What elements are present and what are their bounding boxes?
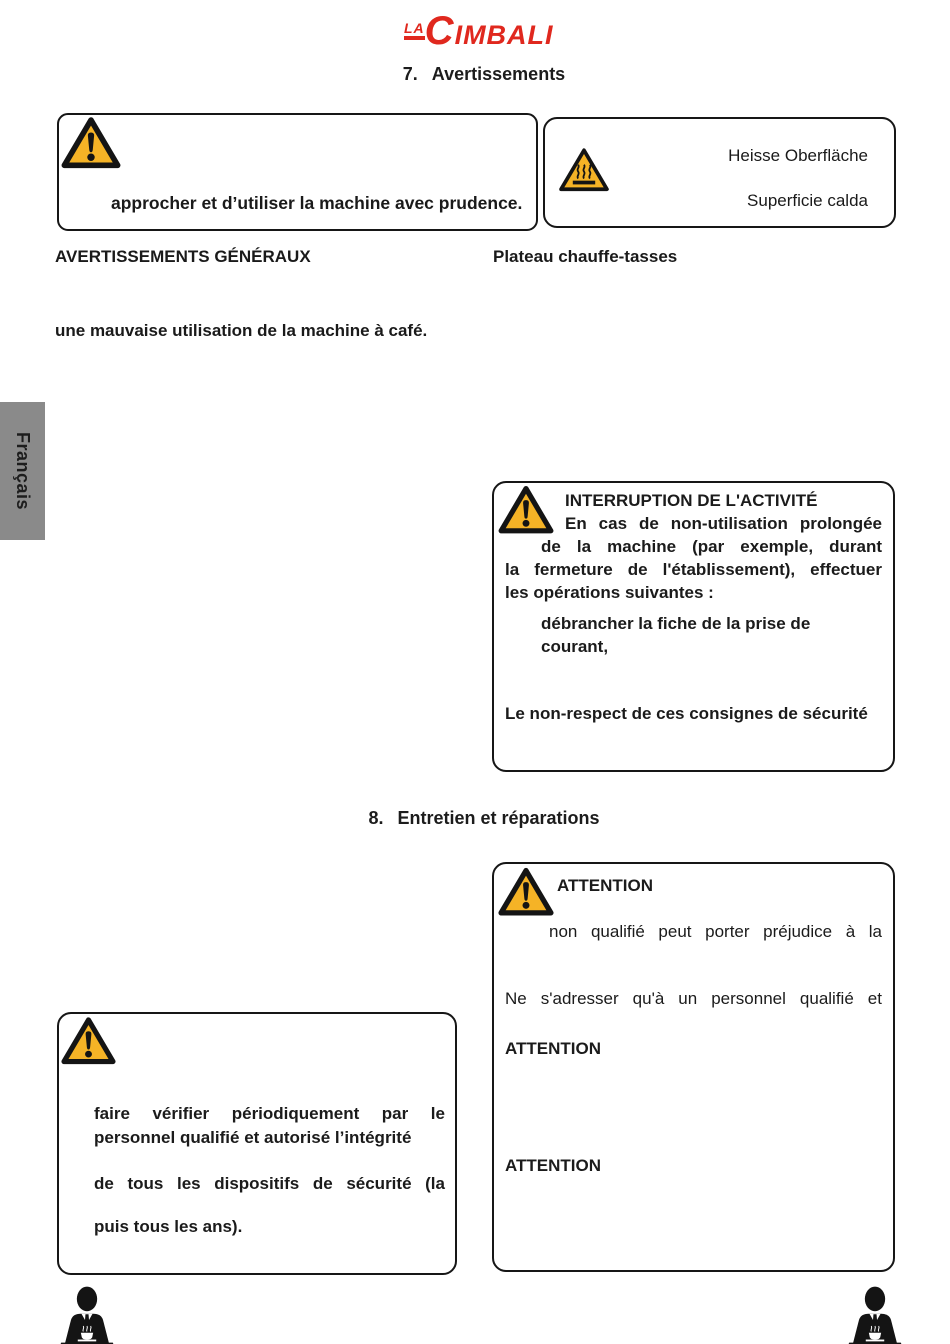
- caution-box-text: approcher et d’utiliser la machine avec prudence.: [111, 193, 523, 213]
- barista-icon: [53, 1286, 121, 1344]
- general-warnings-heading: AVERTISSEMENTS GÉNÉRAUX: [55, 247, 311, 266]
- attention-line: non qualifié peut porter préjudice à la: [549, 922, 882, 941]
- section-8-title: Entretien et réparations: [397, 808, 600, 828]
- interruption-box: [492, 481, 895, 772]
- language-tab-label: Français: [13, 431, 33, 511]
- maintenance-line: personnel qualifié et autorisé l’intégrité: [94, 1128, 412, 1147]
- section-8-number: 8.: [368, 808, 384, 828]
- maintenance-line: faire vérifier périodiquement par le: [94, 1104, 445, 1123]
- hot-surface-icon: [557, 146, 611, 194]
- section-7-heading: [18, 64, 950, 85]
- caution-box: [57, 113, 538, 231]
- interruption-line: Le non-respect de ces consignes de sécurité: [505, 704, 868, 723]
- attention-subtitle: ATTENTION: [505, 1156, 602, 1175]
- section-8-heading: [18, 808, 950, 829]
- intro-line: une mauvaise utilisation de la machine à café.: [55, 321, 428, 340]
- warning-triangle-icon: [60, 115, 122, 171]
- logo-name: CIMBALI: [424, 9, 554, 53]
- barista-icon: [841, 1286, 909, 1344]
- attention-box: [492, 862, 895, 1272]
- maintenance-box: [57, 1012, 457, 1275]
- cup-warmer-heading: Plateau chauffe-tasses: [493, 247, 678, 266]
- attention-subtitle: ATTENTION: [505, 1039, 602, 1058]
- hot-surface-label-de: Heisse Oberfläche: [728, 146, 868, 165]
- interruption-line: la fermeture de l'établissement), effectuer: [505, 560, 882, 579]
- interruption-title: INTERRUPTION DE L'ACTIVITÉ: [565, 491, 818, 510]
- maintenance-line: puis tous les ans).: [94, 1217, 243, 1236]
- language-tab-francais: [0, 402, 45, 540]
- hot-surface-box: [543, 117, 896, 228]
- attention-line: Ne s'adresser qu'à un personnel qualifié et: [505, 989, 882, 1008]
- logo-prefix: LA: [404, 20, 425, 40]
- brand-logo: [404, 9, 554, 53]
- hot-surface-label-it: Superficie calda: [747, 191, 868, 210]
- interruption-line: les opérations suivantes :: [505, 583, 714, 602]
- attention-title: ATTENTION: [557, 876, 654, 895]
- interruption-line: débrancher la fiche de la prise de courant,: [541, 614, 811, 656]
- interruption-line: de la machine (par exemple, durant: [541, 537, 882, 556]
- section-7-title: Avertissements: [431, 64, 566, 84]
- interruption-line: En cas de non-utilisation prolongée: [565, 514, 882, 533]
- section-7-number: 7.: [402, 64, 418, 84]
- maintenance-line: de tous les dispositifs de sécurité (la: [94, 1174, 445, 1193]
